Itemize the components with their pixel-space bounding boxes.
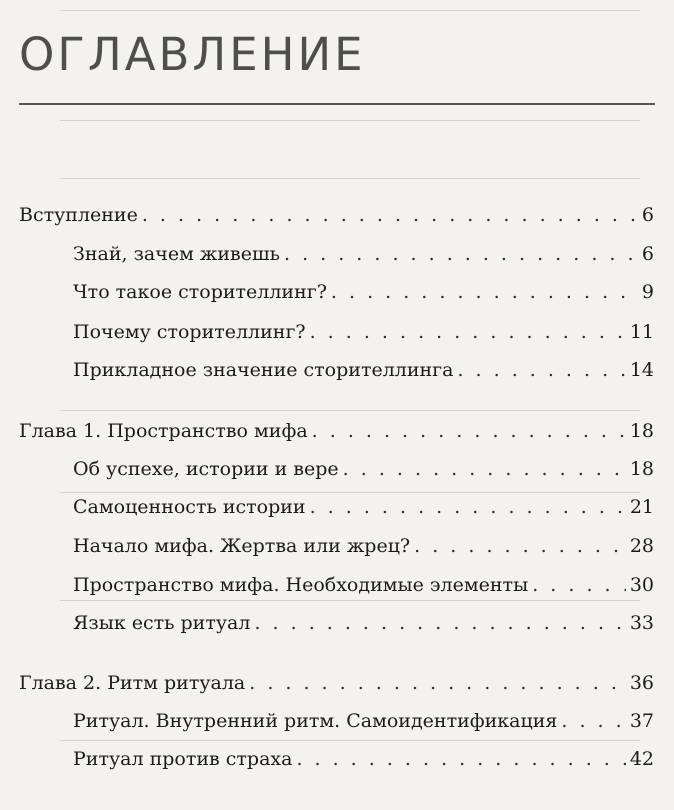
toc-entry-title: Что такое сторителлинг? (73, 281, 327, 303)
leader-dots (284, 242, 638, 266)
toc-entry-title: Знай, зачем живешь (73, 243, 280, 265)
toc-heading: ОГЛАВЛЕНИЕ (19, 28, 366, 81)
toc-entry-title: Об успехе, истории и вере (73, 458, 339, 480)
toc-entry-page: 36 (629, 672, 654, 694)
toc-entry-title: Глава 2. Ритм ритуала (19, 672, 246, 694)
toc-entry-title: Пространство мифа. Необходимые элементы (73, 574, 529, 596)
toc-entry-title: Вступление (19, 204, 138, 226)
toc-entry-page: 6 (641, 204, 654, 226)
toc-entry-page: 18 (629, 420, 654, 442)
toc-entry-page: 21 (629, 496, 654, 518)
toc-entry-title: Язык есть ритуал (73, 612, 251, 634)
leader-dots (296, 747, 625, 771)
toc-entry[interactable] (73, 320, 654, 344)
toc-entry[interactable] (73, 358, 654, 382)
toc-entry-title: Самоценность истории (73, 496, 306, 518)
toc-entry-title: Начало мифа. Жертва или жрец? (73, 535, 411, 557)
toc-entry-page: 11 (629, 321, 654, 343)
toc-entry[interactable] (73, 457, 654, 481)
leader-dots (142, 203, 638, 227)
toc-entry-title: Почему сторителлинг? (73, 321, 306, 343)
leader-dots (254, 611, 625, 635)
toc-entry-title: Прикладное значение сторителлинга (73, 359, 454, 381)
toc-entry-page: 6 (641, 243, 654, 265)
toc-entry[interactable] (73, 747, 654, 771)
leader-dots (310, 495, 626, 519)
leader-dots (310, 320, 626, 344)
toc-entry-page: 33 (629, 612, 654, 634)
leader-dots (414, 534, 626, 558)
toc-entry-page: 9 (641, 281, 654, 303)
toc-entry[interactable] (73, 242, 654, 266)
toc-entry-title: Глава 1. Пространство мифа (19, 420, 308, 442)
toc-entry-page: 18 (629, 458, 654, 480)
toc-entry-page: 14 (629, 359, 654, 381)
leader-dots (457, 358, 625, 382)
leader-dots (343, 457, 626, 481)
toc-entry-page: 42 (629, 748, 654, 770)
leader-dots (532, 573, 626, 597)
toc-entry[interactable] (19, 419, 654, 443)
leader-dots (249, 671, 626, 695)
toc-entry[interactable] (73, 709, 654, 733)
toc-entry-page: 37 (629, 710, 654, 732)
toc-entry-title: Ритуал против страха (73, 748, 293, 770)
toc-entry-page: 30 (629, 574, 654, 596)
toc-entry[interactable] (73, 280, 654, 304)
toc-entry[interactable] (73, 573, 654, 597)
toc-entry-page: 28 (629, 535, 654, 557)
toc-entry[interactable] (19, 203, 654, 227)
toc-entry-title: Ритуал. Внутренний ритм. Самоидентификация (73, 710, 558, 732)
toc-entry[interactable] (73, 611, 654, 635)
heading-divider (19, 103, 655, 105)
leader-dots (331, 280, 638, 304)
toc-entry[interactable] (19, 671, 654, 695)
leader-dots (561, 709, 625, 733)
toc-entry[interactable] (73, 495, 654, 519)
toc-entry[interactable] (73, 534, 654, 558)
leader-dots (312, 419, 626, 443)
